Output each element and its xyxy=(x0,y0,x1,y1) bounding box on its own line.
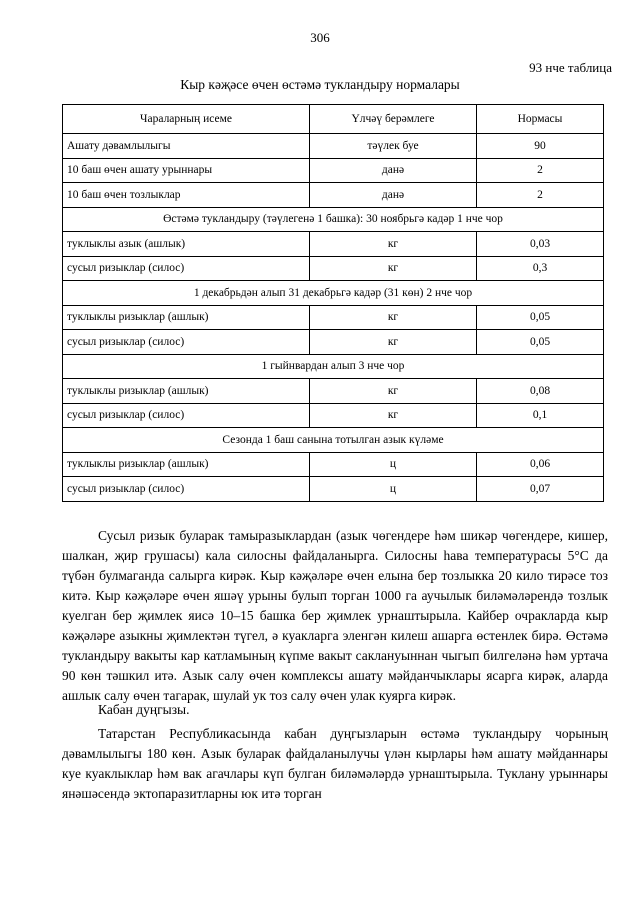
paragraph-2-text: Татарстан Республикасында кабан дуңгызларын өстәмә тукландыру чорының дәвамлылыгы 180 көн. Азык буларак файдаланылучы үлән кырлары һәм ашату мәйданнары куе куаклыклар һәм вак агачлары күп булган биләмәләрдә урнаштырыла. Туклану урыннары янәшәсендә эктопаразитларны юк итә торган xyxy=(62,726,608,801)
cell-name: туклыклы ризыклар (ашлык) xyxy=(63,305,310,330)
cell-name: сусыл ризыклар (силос) xyxy=(63,477,310,502)
cell-name: 10 баш өчен ашату урыннары xyxy=(63,158,310,183)
table-row xyxy=(63,330,604,355)
cell-norm: 90 xyxy=(477,134,604,159)
cell-unit: данә xyxy=(310,183,477,208)
cell-name: туклыклы ризыклар (ашлык) xyxy=(63,452,310,477)
cell-unit: кг xyxy=(310,379,477,404)
table-row xyxy=(63,183,604,208)
cell-norm: 2 xyxy=(477,158,604,183)
table-row xyxy=(63,232,604,257)
cell-unit: ц xyxy=(310,477,477,502)
section-title: Сезонда 1 баш санына тотылган азык күләме xyxy=(63,428,604,453)
cell-name: сусыл ризыклар (силос) xyxy=(63,403,310,428)
table-row xyxy=(63,305,604,330)
norms-table-body xyxy=(63,134,604,502)
table-row xyxy=(63,477,604,502)
cell-norm: 0,07 xyxy=(477,477,604,502)
table-row xyxy=(63,158,604,183)
cell-unit: кг xyxy=(310,330,477,355)
header-norm: Нормасы xyxy=(477,105,604,134)
cell-name: Ашату дәвамлылыгы xyxy=(63,134,310,159)
cell-name: сусыл ризыклар (силос) xyxy=(63,256,310,281)
table-section-row xyxy=(63,281,604,306)
cell-norm: 0,06 xyxy=(477,452,604,477)
table-row xyxy=(63,256,604,281)
table-row xyxy=(63,134,604,159)
norms-table xyxy=(62,104,604,502)
table-section-row xyxy=(63,428,604,453)
paragraph-1 xyxy=(62,526,608,706)
cell-name: туклыклы азык (ашлык) xyxy=(63,232,310,257)
cell-norm: 0,1 xyxy=(477,403,604,428)
cell-norm: 0,03 xyxy=(477,232,604,257)
section-title: Өстәмә тукландыру (тәүлегенә 1 башка): 30 ноябрьгә кадәр 1 нче чор xyxy=(63,207,604,232)
page-number: 306 xyxy=(310,30,330,45)
cell-name: туклыклы ризыклар (ашлык) xyxy=(63,379,310,404)
table-section-row xyxy=(63,207,604,232)
cell-unit: данә xyxy=(310,158,477,183)
header-unit: Үлчәү берәмлеге xyxy=(310,105,477,134)
cell-unit: кг xyxy=(310,403,477,428)
cell-norm: 0,08 xyxy=(477,379,604,404)
cell-name: 10 баш өчен тозлыклар xyxy=(63,183,310,208)
table-row xyxy=(63,452,604,477)
header-name: Чараларның исеме xyxy=(63,105,310,134)
cell-unit: ц xyxy=(310,452,477,477)
cell-norm: 0,05 xyxy=(477,305,604,330)
table-label: 93 нче таблица xyxy=(529,60,612,75)
cell-norm: 0,05 xyxy=(477,330,604,355)
cell-norm: 2 xyxy=(477,183,604,208)
table-title: Кыр кәҗәсе өчен өстәмә тукландыру нормалары xyxy=(180,77,460,92)
cell-unit: кг xyxy=(310,232,477,257)
cell-name: сусыл ризыклар (силос) xyxy=(63,330,310,355)
paragraph-1-text: Сусыл ризык буларак тамыразыклардан (азык чөгендере һәм шикәр чөгендере, кишер, шалкан, җир грушасы) кала силосны файдаланырга. Силосны һава температурасы 5°С да түбән булмаганда салырга кирәк. Кыр кәҗәләре өчен елына бер тозлыкка 20 кило тирәсе тоз китә. Кыр кәҗәләре өчен яшәү урыны булып торган 1000 га аучылык биләмәләрендә тозлык куелган бер җимлек яисә 10–15 башка бер җимлек урнаштырыла. Кайбер очракларда кыр кәҗәләре азыкны җимлектән түгел, ә куакларга эленгән килеш ашарга өстенлек бирә. Өстәмә тукландыру вакыты кар катламының күпме вакыт саклануыннан чыгып билгеләнә һәм уртача 90 көн тәшкил итә. Азык салу өчен комплексы ашату мәйданчыклары ясарга кирәк, аларда ашлык салу өчен тагарак, шулай ук тоз салу өчен улак куярга кирәк. xyxy=(62,528,608,703)
table-row xyxy=(63,403,604,428)
cell-unit: кг xyxy=(310,256,477,281)
cell-unit: тәүлек буе xyxy=(310,134,477,159)
section-title: 1 декабрьдән алып 31 декабрьгә кадәр (31 көн) 2 нче чор xyxy=(63,281,604,306)
section-title: 1 гыйнвардан алып 3 нче чор xyxy=(63,354,604,379)
cell-norm: 0,3 xyxy=(477,256,604,281)
table-row xyxy=(63,379,604,404)
table-header-row xyxy=(63,105,604,134)
table-section-row xyxy=(63,354,604,379)
cell-unit: кг xyxy=(310,305,477,330)
section-heading: Кабан дуңгызы. xyxy=(98,702,190,717)
paragraph-2 xyxy=(62,724,608,804)
